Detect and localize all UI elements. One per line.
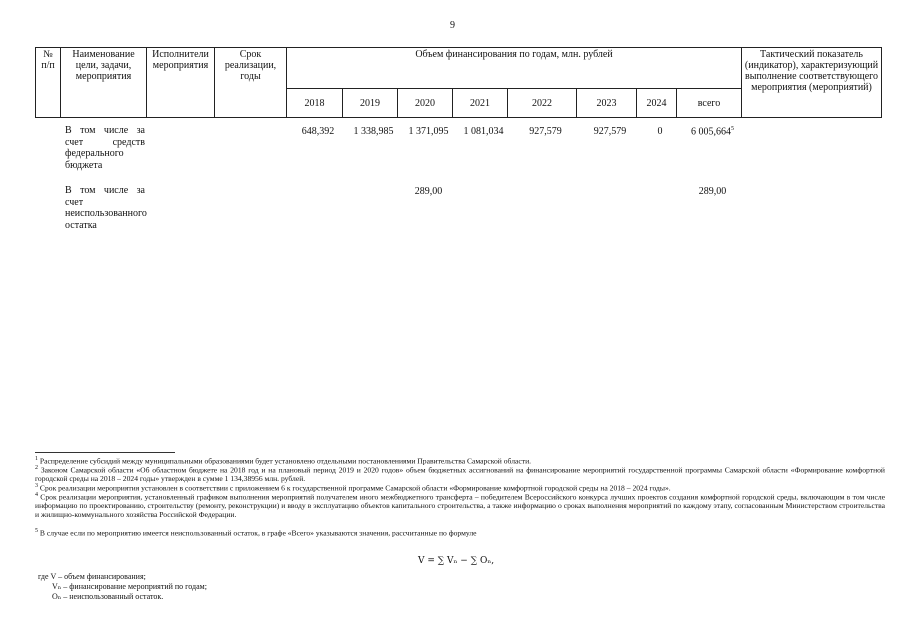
- header-financing: Объем финансирования по годам, млн. рублей: [287, 48, 742, 89]
- footnote-3-text: Срок реализации мероприятия установлен в соответствии с приложением 6 к государственной программе Самарской области «Формирование комфортной городской среды на 2018 – 2024 годы».: [39, 483, 671, 493]
- footnote-mark-3: 3: [35, 483, 38, 489]
- row-federal-label: В том числе за счет средств федерального бюджета: [65, 125, 145, 171]
- footnote-mark-5: 5: [35, 528, 38, 534]
- legend-vn: Vₙ – финансирование мероприятий по годам;: [52, 582, 207, 591]
- federal-2022: 927,579: [529, 126, 562, 137]
- footnote-5: [35, 527, 885, 538]
- header-name: Наименование цели, задачи, мероприятия: [61, 48, 147, 118]
- header-term: Срок реализации, годы: [215, 48, 287, 118]
- year-2018: 2018: [287, 89, 343, 118]
- header-executors: Исполнители мероприятия: [147, 48, 215, 118]
- legend-v: где V – объем финансирования;: [38, 572, 146, 581]
- footnote-1-text: Распределение субсидий между муниципальными образованиями будет установлено отдельными постановлениями Правительства Самарской области.: [39, 456, 532, 466]
- footnote-4: [35, 491, 885, 520]
- year-2022: 2022: [508, 89, 577, 118]
- footnote-mark-2: 2: [35, 465, 38, 471]
- year-2023: 2023: [577, 89, 637, 118]
- footnote-2-text: Законом Самарской области «Об областном бюджете на 2018 год и на плановый период 2019 и 2020 годов» объем бюджетных ассигнований на финансирование мероприятий государственной программы Самарской области «Формирование комфортной городской среды на 2018 – 2024 годы» утвержден в сумме 1 134,38956 млн. рублей.: [35, 465, 885, 484]
- federal-2024: 0: [657, 126, 663, 137]
- federal-2019: 1 338,985: [353, 126, 394, 137]
- footnote-ref-5: 5: [731, 126, 734, 132]
- footnote-4-text: Срок реализации мероприятия, установленный графиком выполнения мероприятий получателем иного межбюджетного трансферта – победителем Всероссийского конкурса лучших проектов создания комфортной городской среды, включающим в том числе информацию по проектированию, строительству (ремонту, реконструкции) и вводу в эксплуатацию объектов капитального строительства, а также информацию о сроках выполнения мероприятий по каждому этапу, согласованным Министерством строительства и жилищно-коммунального хозяйства Российской Федерации.: [35, 492, 885, 520]
- financing-table: [35, 47, 882, 118]
- year-2019: 2019: [343, 89, 398, 118]
- year-total: всего: [677, 89, 742, 118]
- footnote-separator: [35, 452, 175, 453]
- page-number: 9: [450, 20, 455, 31]
- year-2024: 2024: [637, 89, 677, 118]
- unused-total: 289,00: [698, 186, 727, 197]
- footnote-5-text: В случае если по мероприятию имеется неиспользованный остаток, в графе «Всего» указываются значения, рассчитанные по формуле: [39, 528, 477, 538]
- unused-2020: 289,00: [414, 186, 443, 197]
- row-unused-label: В том числе за счет неиспользованного остатка: [65, 185, 147, 231]
- year-2020: 2020: [398, 89, 453, 118]
- federal-2023: 927,579: [593, 126, 627, 137]
- header-indicator: Тактический показатель (индикатор), характеризующий выполнение соответствующего мероприятия (мероприятий): [742, 48, 882, 118]
- year-2021: 2021: [453, 89, 508, 118]
- federal-2020: 1 371,095: [408, 126, 449, 137]
- federal-total-value: 6 005,664: [691, 126, 731, 138]
- footnote-mark-1: 1: [35, 456, 38, 462]
- footnote-mark-4: 4: [35, 492, 38, 498]
- legend-on: Oₙ – неиспользованный остаток.: [52, 592, 164, 601]
- federal-2018: 648,392: [301, 126, 335, 137]
- federal-2021: 1 081,034: [463, 126, 504, 137]
- header-num: № п/п: [36, 48, 61, 118]
- federal-total: [680, 126, 745, 137]
- formula: V = ∑ Vₙ − ∑ Oₙ,: [418, 556, 495, 566]
